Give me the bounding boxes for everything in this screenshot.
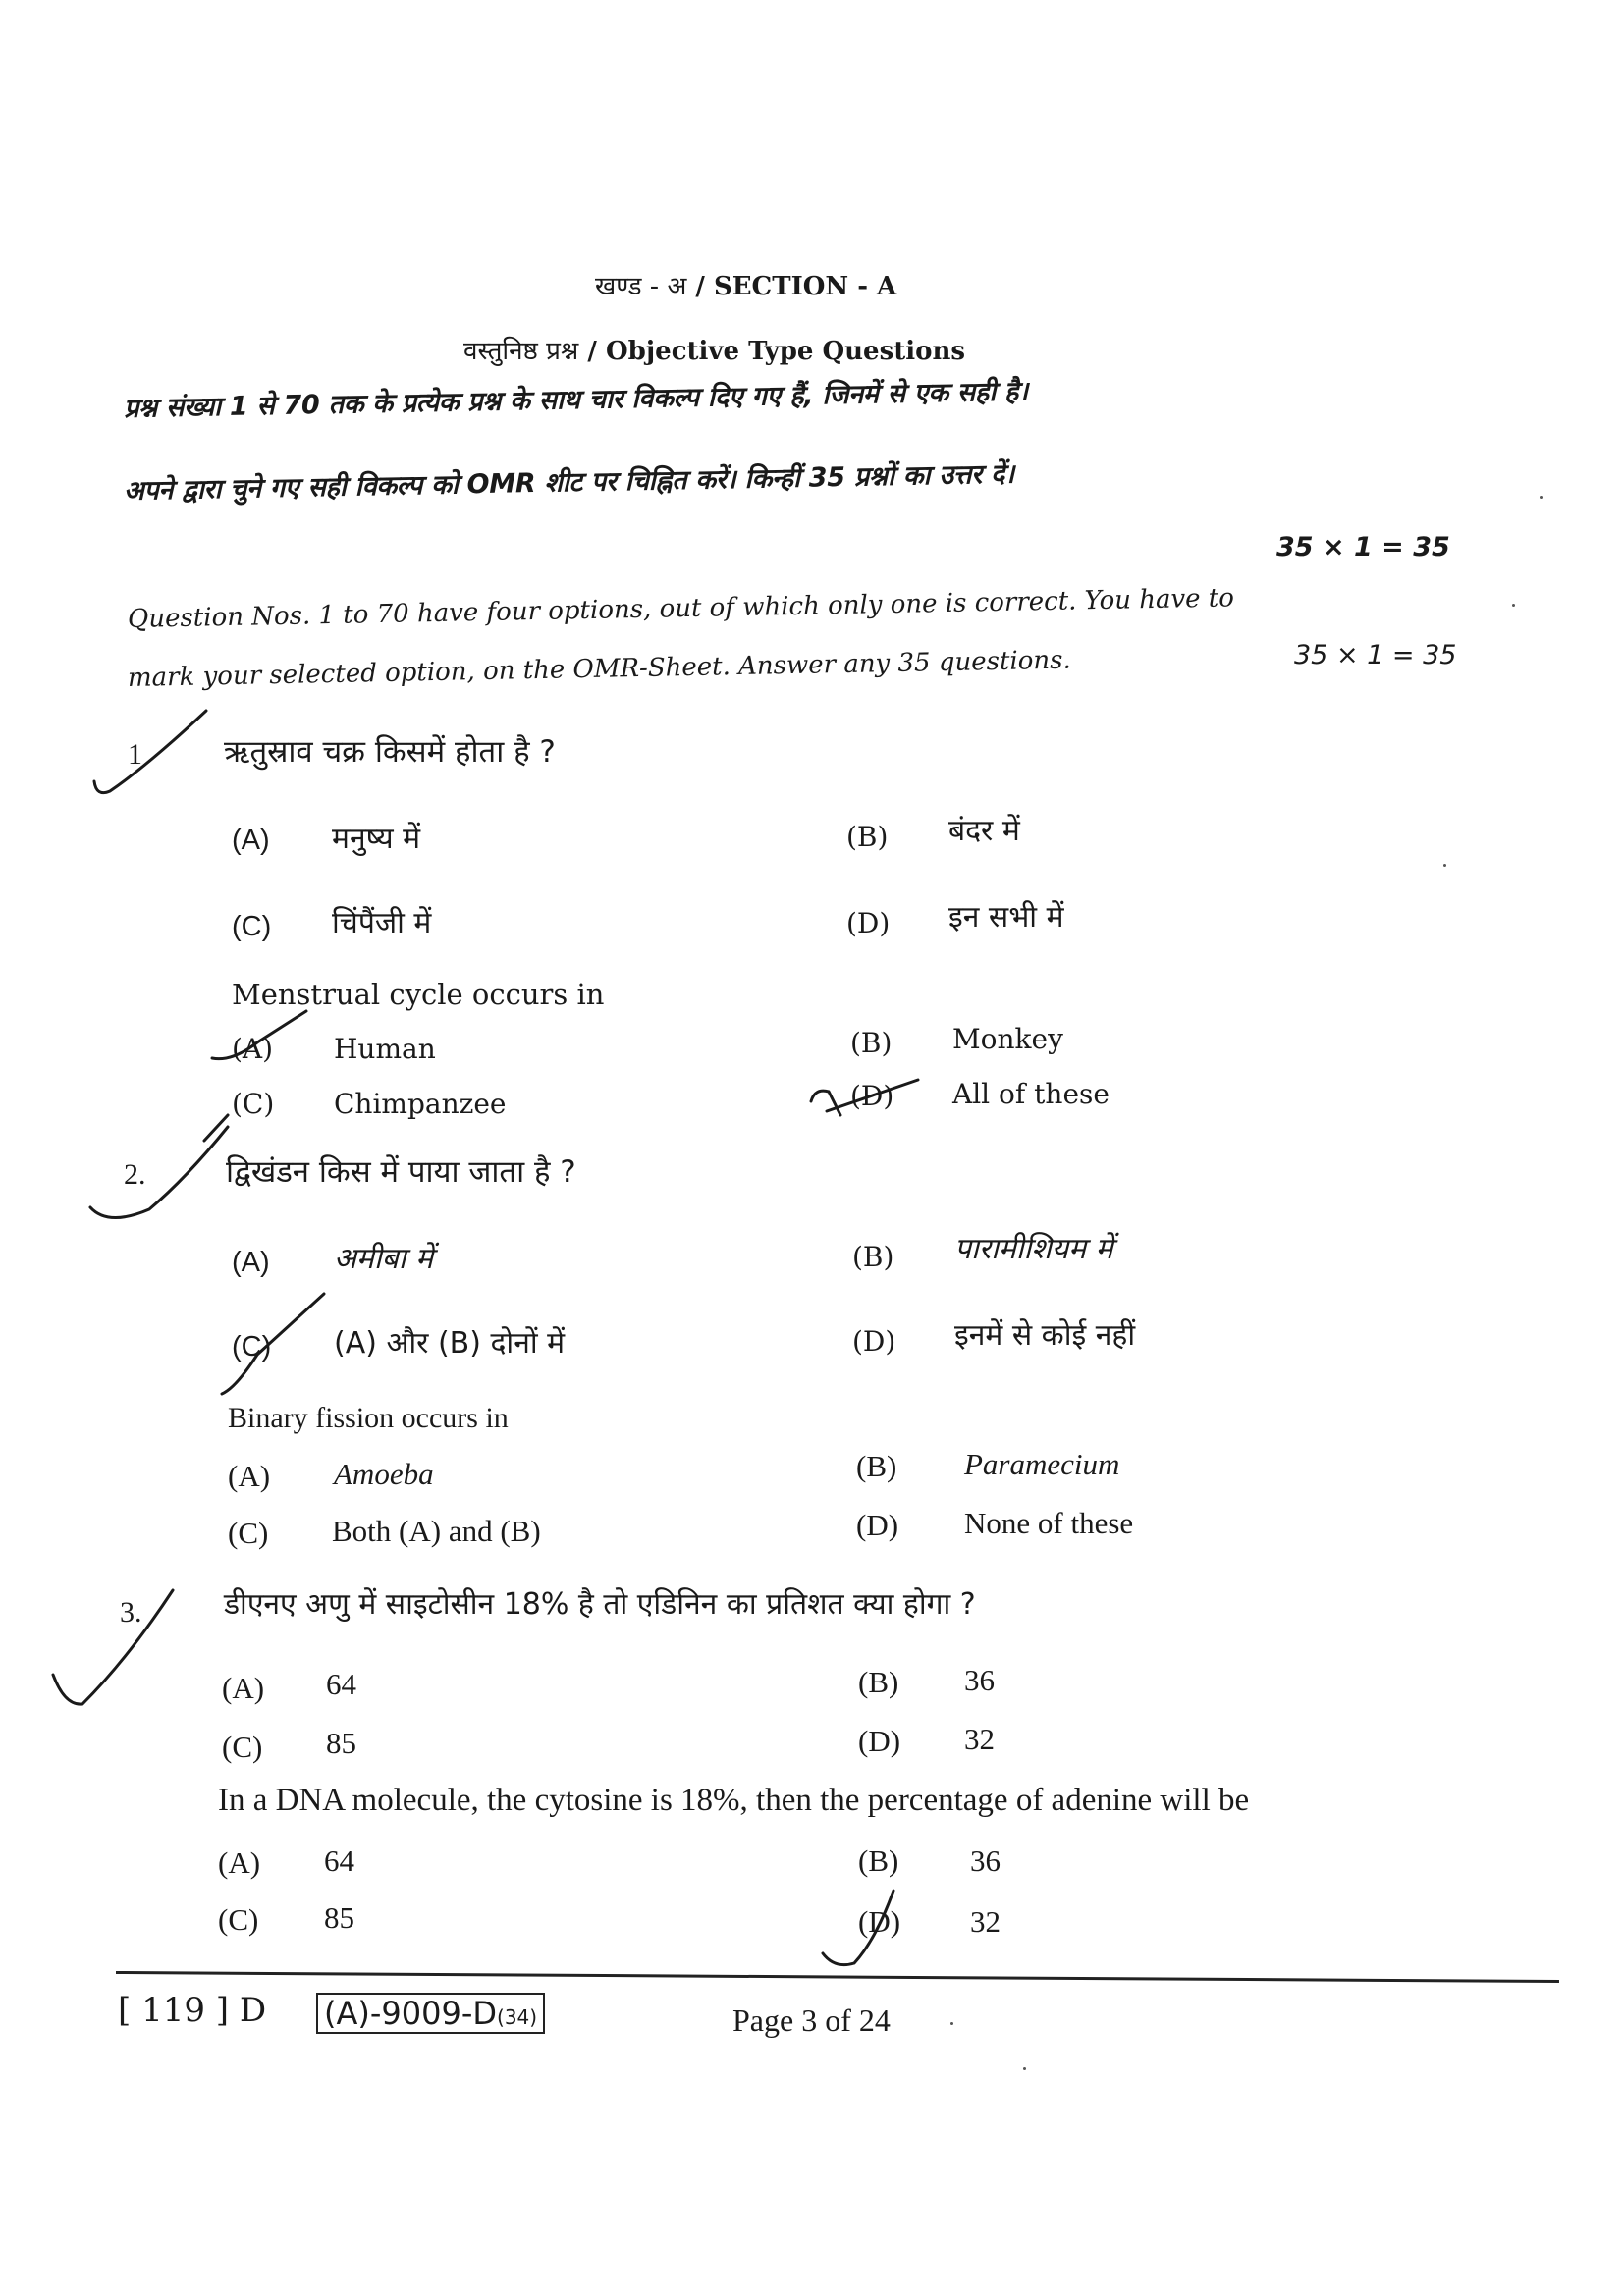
question-text-en: Binary fission occurs in <box>228 1402 509 1434</box>
option-label: (D) <box>856 1508 899 1542</box>
option-label: (D) <box>850 1080 894 1112</box>
option-label: (D) <box>846 907 891 939</box>
instructions-hi-marks: 35 × 1 = 35 <box>1276 532 1450 562</box>
scan-speck <box>1540 496 1543 499</box>
question-text-hi: द्विखंडन किस में पाया जाता है ? <box>226 1154 576 1190</box>
option-text: 85 <box>324 1900 354 1935</box>
option-label: (C) <box>222 1730 263 1764</box>
option-text: Monkey <box>952 1023 1063 1055</box>
option-text: None of these <box>964 1506 1134 1540</box>
option-text: 36 <box>970 1843 1001 1878</box>
option-text: 32 <box>970 1904 1001 1939</box>
option-text: Amoeba <box>334 1457 434 1491</box>
option-label: (A) <box>232 1247 270 1278</box>
option-text: अमीबा में <box>334 1242 434 1276</box>
footer-rule <box>116 1971 1559 1983</box>
instructions-en-marks: 35 × 1 = 35 <box>1294 640 1457 670</box>
option-label: (B) <box>846 821 889 853</box>
section-heading-hi: खण्ड - अ <box>595 272 687 301</box>
set-code-main: (A)-9009-D <box>324 1995 498 2032</box>
option-text: 36 <box>964 1663 995 1697</box>
option-label: (B) <box>858 1843 899 1878</box>
option-label: (C) <box>218 1902 259 1937</box>
option-label: (C) <box>232 1331 272 1362</box>
scan-speck <box>1512 604 1515 607</box>
option-text: Chimpanzee <box>334 1088 507 1120</box>
option-label: (A) <box>228 1459 271 1493</box>
scan-speck <box>1443 864 1446 867</box>
option-label: (B) <box>858 1665 899 1699</box>
section-heading-en: SECTION - A <box>713 272 897 301</box>
option-text: इन सभी में <box>948 900 1064 934</box>
scan-speck <box>1023 2067 1026 2070</box>
option-label: (D) <box>858 1904 901 1939</box>
option-label: (C) <box>228 1516 269 1550</box>
section-subtitle-sep: / <box>587 337 597 366</box>
option-text: पारामीशियम में <box>954 1232 1113 1266</box>
option-text: चिंपैंजी में <box>332 906 432 940</box>
section-subtitle-hi: वस्तुनिष्ठ प्रश्न <box>463 337 579 366</box>
instructions-hi-line2: अपने द्वारा चुने गए सही विकल्प को OMR शीट पर चिह्नित करें। किन्हीं 35 प्रश्नों का उत्तर दें। <box>123 458 1015 507</box>
question-text-en: Menstrual cycle occurs in <box>232 978 605 1011</box>
option-text: Paramecium <box>964 1447 1120 1481</box>
option-text: मनुष्य में <box>332 822 421 856</box>
instructions-en-line1: Question Nos. 1 to 70 have four options, out of which only one is correct. You have to <box>127 583 1235 634</box>
option-label: (B) <box>850 1027 893 1059</box>
question-number: 1 <box>128 738 142 771</box>
page-number: Page 3 of 24 <box>732 2002 891 2038</box>
question-number: 2. <box>124 1158 146 1191</box>
option-label: (C) <box>232 911 272 942</box>
section-subtitle <box>463 332 965 367</box>
option-text: Human <box>334 1033 436 1065</box>
option-text: 85 <box>326 1726 356 1760</box>
option-text: All of these <box>952 1078 1110 1110</box>
question-number: 3. <box>120 1596 142 1629</box>
instructions-hi-line1: प्रश्न संख्या 1 से 70 तक के प्रत्येक प्रश्न के साथ चार विकल्प दिए गए हैं, जिनमें से एक सही है। <box>123 376 1029 424</box>
instructions-en-line2: mark your selected option, on the OMR-Sheet. Answer any 35 questions. <box>127 645 1071 693</box>
option-label: (A) <box>232 825 270 856</box>
footer-paper-code: [ 119 ] D <box>118 1991 267 2030</box>
footer-set-code <box>316 1993 545 2034</box>
section-heading <box>595 267 896 302</box>
option-label: (A) <box>218 1845 261 1880</box>
option-text: इनमें से कोई नहीं <box>954 1318 1136 1353</box>
section-heading-sep: / <box>695 272 705 301</box>
option-text: Both (A) and (B) <box>332 1514 541 1548</box>
question-text-hi: ऋतुस्राव चक्र किसमें होता है ? <box>224 734 556 770</box>
question-text-hi: डीएनए अणु में साइटोसीन 18% है तो एडिनिन का प्रतिशत क्या होगा ? <box>224 1587 976 1622</box>
option-label: (A) <box>232 1033 274 1065</box>
option-text: 64 <box>326 1667 356 1701</box>
set-code-sub: (34) <box>497 2005 538 2029</box>
option-label: (B) <box>852 1241 894 1273</box>
question-text-en: In a DNA molecule, the cytosine is 18%, then the percentage of adenine will be <box>218 1783 1250 1818</box>
option-label: (A) <box>222 1671 265 1705</box>
scan-speck <box>950 2022 953 2025</box>
option-text: 64 <box>324 1843 354 1878</box>
option-text: बंदर में <box>948 814 1020 848</box>
option-label: (D) <box>858 1724 901 1758</box>
option-label: (B) <box>856 1449 897 1483</box>
option-label: (D) <box>852 1325 896 1358</box>
option-label: (C) <box>232 1088 275 1120</box>
section-subtitle-en: Objective Type Questions <box>605 337 966 366</box>
option-text: 32 <box>964 1722 995 1756</box>
option-text: (A) और (B) दोनों में <box>334 1326 566 1361</box>
